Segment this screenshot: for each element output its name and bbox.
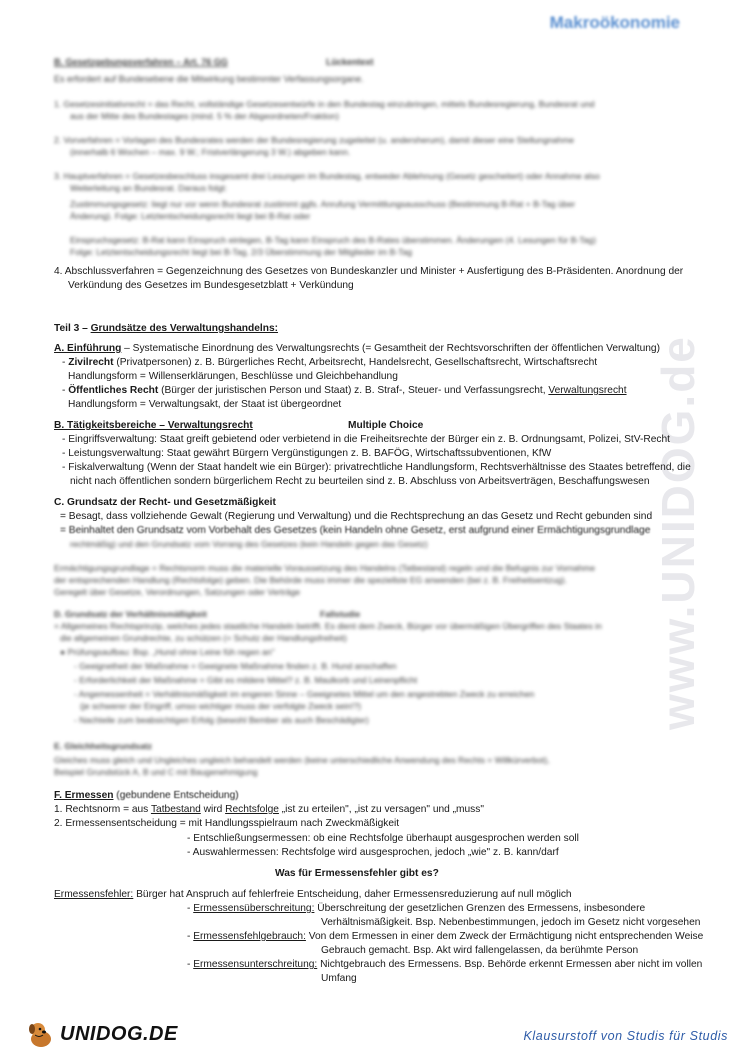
oeffentliches-recht-handlungsform: Handlungsform = Verwaltungsakt, der Staat ist übergeordnet xyxy=(68,399,342,410)
section-f-heading xyxy=(54,789,239,802)
oeffentliches-recht-label: Öffentliches Recht xyxy=(68,385,159,396)
paragraph: (je schwerer der Eingriff, umso wichtiger muss der verfolgte Zweck sein!?) xyxy=(80,701,362,711)
ermessensfehler-line xyxy=(54,888,572,901)
ermessensfehlgebrauch-text: Von dem Ermessen in einer dem Zweck der Ermächtigung nicht entsprechenden Weise xyxy=(305,931,704,942)
paragraph: Gleiches muss gleich und Ungleiches ungleich behandelt werden (keine unterschiedliche Anwendung des Rechts = Willkürverbot), xyxy=(54,755,550,765)
paragraph: - Erforderlichkeit der Maßnahme = Gibt es mildere Mittel? z. B. Maulkorb und Leinenpflicht xyxy=(74,675,418,685)
section-d-label: D. Grundsatz der Verhältnismäßigkeit xyxy=(54,609,207,619)
paragraph: Weiterleitung an Bundesrat. Daraus folgt: xyxy=(70,183,228,193)
oeffentliches-recht-text: (Bürger der juristischen Person und Staat) z. B. Straf-, Steuer- und Verfassungsrecht, xyxy=(158,385,549,396)
section-tag: Lückentext xyxy=(326,57,374,67)
section-c-line-2: = Beinhaltet den Grundsatz vom Vorbehalt des Gesetzes (kein Handeln ohne Gesetz, erst aufgrund einer Ermächtigungsgrundlage xyxy=(60,525,651,536)
ermessensunterschreitung-label: Ermessensunterschreitung: xyxy=(193,959,318,970)
section-a-intro xyxy=(54,342,660,355)
ermessensueberschreitung-text: Überschreitung der gesetzlichen Grenzen des Ermessens, insbesondere xyxy=(314,903,646,914)
zivilrecht-text: (Privatpersonen) z. B. Bürgerliches Recht, Arbeitsrecht, Handelsrecht, Gesellschaftsrecht, Wirtschaftsrecht xyxy=(113,357,598,368)
ermessensueberschreitung-line-2: Verhältnismäßigkeit. Bsp. Nebenbestimmungen, jedoch im Gesetz nicht vorgesehen xyxy=(321,917,701,928)
paragraph: Folge: Letztentscheidungsrecht liegt bei B-Tag, 2/3 Überstimmung der Mitglieder im B-Tag xyxy=(70,247,413,257)
ermessensfehler-text: Bürger hat Anspruch auf fehlerfreie Entscheidung, daher Ermessensreduzierung auf null möglich xyxy=(133,889,572,900)
zivilrecht-line: - Zivilrecht (Privatpersonen) z. B. Bürgerliches Recht, Arbeitsrecht, Handelsrecht, Gesellschaftsrecht, Wirtschaftsrecht xyxy=(62,357,598,368)
rechtsnorm-mid: wird xyxy=(200,804,226,815)
paragraph: rechtmäßig) und den Grundsatz vom Vorrang des Gesetzes (kein Handeln gegen das Gesetz) xyxy=(70,539,428,549)
oeffentliches-recht-line: - Öffentliches Recht (Bürger der juristischen Person und Staat) z. B. Straf-, Steuer- und Verfassungsrecht, Verwaltungsrecht xyxy=(62,385,627,396)
logo-text: UNIDOG.DE xyxy=(60,1022,178,1045)
ermessensfehler-label: Ermessensfehler: xyxy=(54,889,134,900)
paragraph: Es erfordert auf Bundesebene die Mitwirkung bestimmter Verfassungsorgane. xyxy=(54,74,364,84)
paragraph: ● Prüfungsaufbau: Bsp. „Hund ohne Leine füh regen an" xyxy=(60,647,275,657)
teil3-heading xyxy=(54,322,278,335)
paragraph: = Allgemeines Rechtsprinzip, welches jedes staatliche Handeln betrifft. Es dient dem Zweck, Bürger vor übermäßigen Übergriffen des Staates in xyxy=(54,621,602,631)
ermessensueberschreitung-line: - Ermessensüberschreitung: Überschreitung der gesetzlichen Grenzen des Ermessens, insbesondere xyxy=(187,903,646,914)
section-c-label: C. Grundsatz der Recht- und Gesetzmäßigkeit xyxy=(54,497,276,508)
ermessensunterschreitung-text: Nichtgebrauch des Ermessens. Bsp. Behörde erkennt Ermessen aber nicht im vollen xyxy=(317,959,703,970)
paragraph: - Geeignetheit der Maßnahme = Geeignete Maßnahme finden z. B. Hund anschaffen xyxy=(74,661,397,671)
paragraph: - Nachteile zum beabsichtigen Erfolg (bewohl Bember als auch Beschädigter) xyxy=(74,715,369,725)
ermessensunterschreitung-line: - Ermessensunterschreitung: Nichtgebrauch des Ermessens. Bsp. Behörde erkennt Ermessen aber nicht im vollen xyxy=(187,959,703,970)
auswahlermessen-line: - Auswahlermessen: Rechtsfolge wird ausgesprochen, jedoch „wie" z. B. kann/darf xyxy=(187,847,559,858)
rechtsnorm-line xyxy=(54,803,484,816)
page-header-title: Makroökonomie xyxy=(549,13,680,32)
paragraph: 1. Gesetzesinitiativrecht = das Recht, vollständige Gesetzesentwürfe in den Bundestag einzubringen, mittels Bundesregierung, Bundesrat und xyxy=(54,99,595,109)
rechtsfolge-term: Rechtsfolge xyxy=(225,804,279,815)
fiskalverwaltung-line-2: nicht nach öffentlichen sondern bürgerlichem Recht zu beurteilen sind z. B. Abschluss von Arbeitsverträgen, Beschaffungswesen xyxy=(70,476,650,487)
ermessensunterschreitung-line-2: Umfang xyxy=(321,973,357,984)
zivilrecht-label: Zivilrecht xyxy=(68,357,114,368)
verwaltungsrecht-link: Verwaltungsrecht xyxy=(548,385,627,396)
rechtsnorm-suffix: „ist zu erteilen", „ist zu versagen" und „muss" xyxy=(278,804,484,815)
teil3-prefix: Teil 3 – xyxy=(54,323,91,334)
fiskalverwaltung: - Fiskalverwaltung (Wenn der Staat handelt wie ein Bürger): privatrechtliche Handlungsform, Rechtsverhältnisse des Staates betreffend, die xyxy=(62,462,691,473)
dog-mascot-icon xyxy=(26,1019,56,1049)
ermessensueberschreitung-label: Ermessensüberschreitung: xyxy=(193,903,315,914)
ermessensentscheidung-line: 2. Ermessensentscheidung = mit Handlungsspielraum nach Zweckmäßigkeit xyxy=(54,818,400,829)
ermessensfehlgebrauch-line-2: Gebrauch gemacht. Bsp. Akt wird fallengelassen, da berühmte Person xyxy=(321,945,639,956)
footer-slogan: Klausurstoff von Studis für Studis xyxy=(523,1029,728,1043)
paragraph: Änderung). Folge: Letztentscheidungsrecht liegt bei B-Rat oder xyxy=(70,211,311,221)
section-f-suffix: (gebundene Entscheidung) xyxy=(113,790,239,801)
paragraph: aus der Mitte des Bundestages (mind. 5 % der Abgeordneten/Fraktion) xyxy=(70,111,339,121)
section-heading: B. Gesetzgebungsverfahren – Art. 76 GG xyxy=(54,57,228,67)
section-a-text: – Systematische Einordnung des Verwaltungsrechts (= Gesamtheit der Rechtsvorschriften der öffentlichen Verwaltung) xyxy=(121,343,660,354)
ermessensfehlgebrauch-label: Ermessensfehlgebrauch: xyxy=(193,931,306,942)
paragraph: Zustimmungsgesetz: liegt nur vor wenn Bundesrat zustimmt ggfs. Anrufung Vermittlungsausschuss (Bestimmung B-Rat + B-Tag über xyxy=(70,199,576,209)
section-d-tag: Fallstudie xyxy=(320,609,361,619)
paragraph: Beispiel Grundstück A, B und C mit Baugenehmigung xyxy=(54,767,258,777)
paragraph: die allgemeinen Grundrechte, zu schützen (= Schutz der Handlungsfreiheit) xyxy=(60,633,347,643)
section-f-label: F. Ermessen xyxy=(54,790,114,801)
section-b-tag: Multiple Choice xyxy=(348,420,424,431)
paragraph: 3. Hauptverfahren = Gesetzesbeschluss insgesamt drei Lesungen im Bundestag, entweder Ablehnung (Gesetz gescheitert) oder Annahme also xyxy=(54,171,600,181)
eingriffsverwaltung: - Eingriffsverwaltung: Staat greift gebietend oder verbietend in die Freiheitsrechte der Bürger ein z. B. Ordnungsamt, Polizei, StV-Recht xyxy=(62,434,670,445)
section-b-label: B. Tätigkeitsbereiche – Verwaltungsrecht xyxy=(54,420,253,431)
entschliessungsermessen-line: - Entschließungsermessen: ob eine Rechtsfolge überhaupt ausgesprochen werden soll xyxy=(187,833,579,844)
paragraph: - Angemessenheit = Verhältnismäßigkeit im engeren Sinne – Geeignetes Mittel um den angestrebten Zweck zu erreichen xyxy=(74,689,535,699)
ermessensfehler-question: Was für Ermessensfehler gibt es? xyxy=(275,868,439,879)
rechtsnorm-prefix: 1. Rechtsnorm = aus xyxy=(54,804,151,815)
tatbestand-term: Tatbestand xyxy=(150,804,201,815)
section-e-label: E. Gleichheitsgrundsatz xyxy=(54,741,152,751)
abschlussverfahren-line-2: Verkündung des Gesetzes im Bundesgesetzblatt + Verkündung xyxy=(68,280,354,291)
zivilrecht-handlungsform: Handlungsform = Willenserklärungen, Beschlüsse und Gleichbehandlung xyxy=(68,371,398,382)
paragraph: 2. Vorverfahren = Vorlagen des Bundesrates werden der Bundesregierung zugeleitet (u. andersherum), damit dieser eine Stellungnahme xyxy=(54,135,575,145)
paragraph: Geregelt über Gesetze, Verordnungen, Satzungen oder Verträge xyxy=(54,587,301,597)
paragraph: Einspruchsgesetz: B-Rat kann Einspruch einlegen, B-Tag kann Einspruch des B-Rates überstimmen. Änderungen (4. Lesungen für B-Tag) xyxy=(70,235,596,245)
ermessensfehlgebrauch-line: - Ermessensfehlgebrauch: Von dem Ermessen in einer dem Zweck der Ermächtigung nicht entsprechenden Weise xyxy=(187,931,704,942)
abschlussverfahren-line-1: 4. Abschlussverfahren = Gegenzeichnung des Gesetzes von Bundeskanzler und Minister + Ausfertigung des B-Präsidenten. Anordnung der xyxy=(54,266,684,277)
paragraph: Ermächtigungsgrundlage = Rechtsnorm muss die materielle Voraussetzung des Handelns (Tatbestand) regeln und die Befugnis zur Vornahme xyxy=(54,563,595,573)
section-c-line-1: = Besagt, dass vollziehende Gewalt (Regierung und Verwaltung) und die Rechtsprechung an das Gesetz und Recht gebunden sind xyxy=(60,511,653,522)
section-a-label: A. Einführung xyxy=(54,343,122,354)
unidog-logo[interactable] xyxy=(26,1018,178,1050)
leistungsverwaltung: - Leistungsverwaltung: Staat gewährt Bürgern Vergünstigungen z. B. BAFÖG, Wirtschaftssubventionen, KfW xyxy=(62,448,552,459)
paragraph: (innerhalb 6 Wochen – max. 9 W.; Fristverlängerung 3 W.) abgeben kann. xyxy=(70,147,351,157)
paragraph: der entsprechenden Handlung (Rechtsfolge) geben. Die Behörde muss immer die speziellste EG anwenden (bei z. B. Freiheitsentzug). xyxy=(54,575,568,585)
watermark: www.UNIDOG.de xyxy=(652,335,704,730)
teil3-title: Grundsätze des Verwaltungshandelns: xyxy=(90,323,279,334)
